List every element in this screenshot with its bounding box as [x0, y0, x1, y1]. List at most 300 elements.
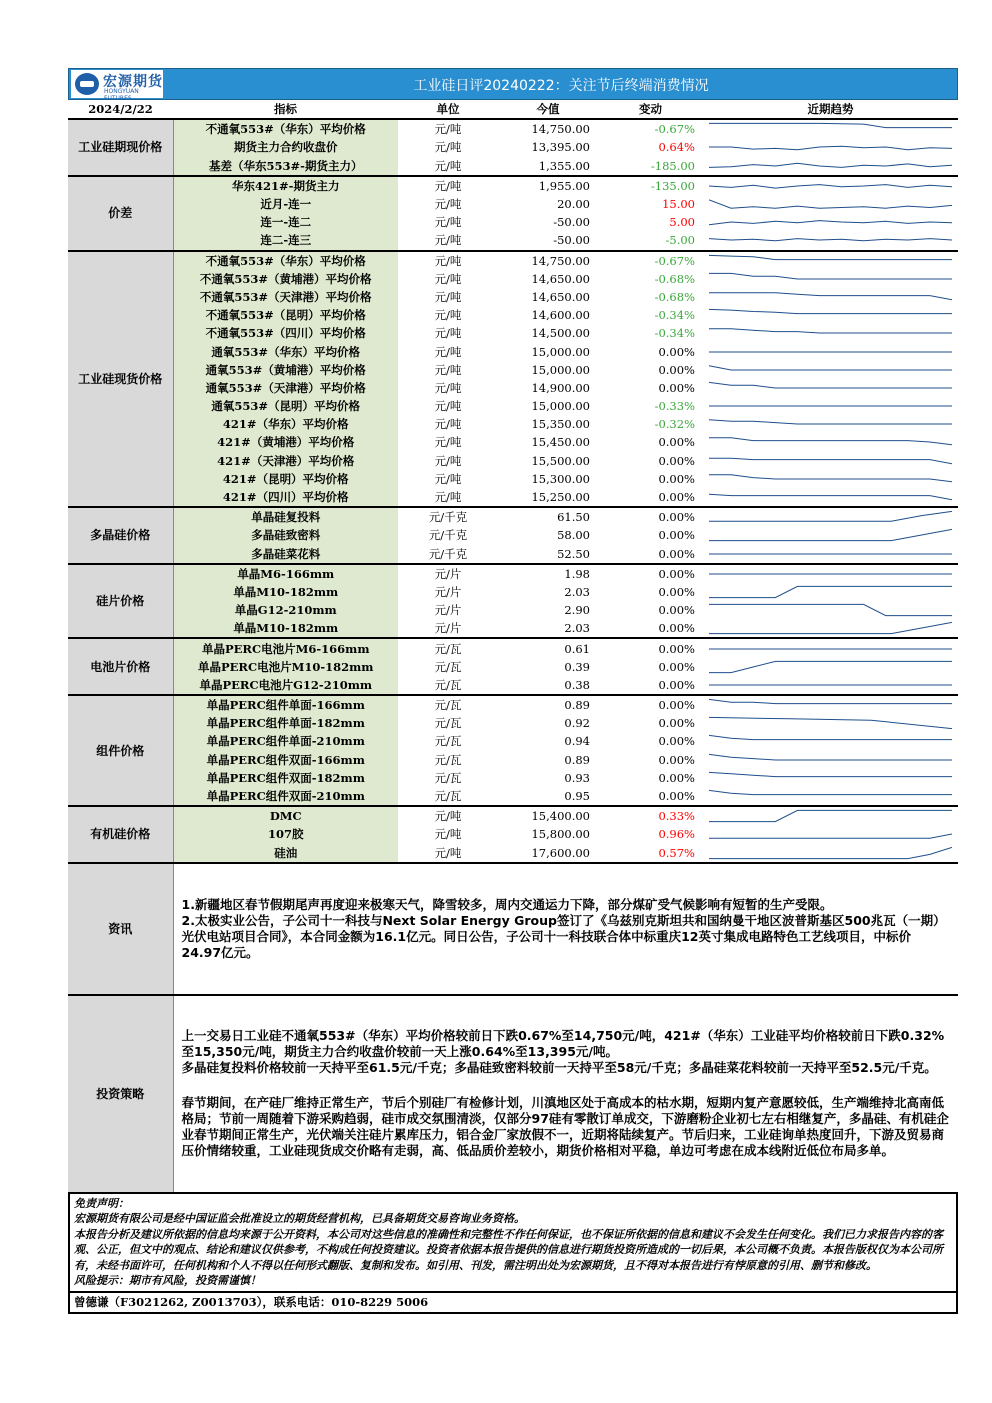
sparkline-line [709, 124, 952, 128]
trend-sparkline [703, 324, 958, 342]
change-cell: -0.33% [654, 399, 695, 414]
value-cell: 1.98 [498, 564, 598, 583]
indicator-name: 通氧553#（天津港）平均价格 [173, 379, 398, 397]
trend-sparkline [703, 564, 958, 583]
table-row [68, 119, 958, 138]
table-row [68, 470, 958, 488]
indicator-name: 单晶硅复投料 [173, 507, 398, 526]
value-cell: 15,500.00 [531, 453, 590, 468]
trend-sparkline [703, 787, 958, 806]
title-bar [68, 68, 958, 100]
sparkline-line [709, 494, 952, 500]
unit-cell: 元/片 [434, 603, 462, 618]
table-row [68, 361, 958, 379]
unit-cell: 元/吨 [434, 845, 462, 860]
change-cell: 0.57% [658, 845, 695, 860]
sparkline-svg [709, 158, 952, 174]
trend-sparkline [703, 157, 958, 176]
sparkline-svg [709, 289, 952, 305]
sparkline-svg [709, 770, 952, 786]
table-row [68, 157, 958, 176]
section-label: 价差 [68, 176, 173, 251]
value-cell: 58.00 [557, 528, 590, 543]
change-cell: -0.34% [654, 308, 695, 323]
sparkline-svg [709, 788, 952, 804]
indicator-name: 不通氧553#（四川）平均价格 [173, 324, 398, 342]
sparkline-svg [709, 344, 952, 360]
table-row [68, 397, 958, 415]
change-cell: 0.00% [658, 362, 695, 377]
disclaimer-line-1: 宏源期货有限公司是经中国证监会批准设立的期货经营机构，已具备期货交易咨询业务资格。 [74, 1212, 525, 1226]
value-cell: 15,000.00 [531, 344, 590, 359]
price-table [68, 100, 958, 862]
value-cell: 0.89 [564, 752, 590, 767]
unit-cell: 元/吨 [398, 251, 498, 270]
table-row [68, 658, 958, 676]
trend-sparkline [703, 526, 958, 544]
header-unit: 单位 [398, 100, 498, 119]
disclaimer-title: 免责声明： [74, 1196, 129, 1210]
unit-cell: 元/吨 [434, 399, 462, 414]
change-cell: 0.00% [658, 471, 695, 486]
value-cell: 14,500.00 [531, 326, 590, 341]
indicator-name: 单晶M10-182mm [173, 583, 398, 601]
sparkline-line [709, 221, 952, 225]
value-cell: 15,450.00 [531, 435, 590, 450]
table-row [68, 251, 958, 270]
sparkline-svg [709, 509, 952, 525]
trend-sparkline [703, 231, 958, 250]
change-cell: 5.00 [669, 215, 695, 230]
indicator-name: 421#（天津港）平均价格 [173, 452, 398, 470]
value-cell: 17,600.00 [531, 845, 590, 860]
sparkline-svg [709, 566, 952, 582]
indicator-name: 通氧553#（昆明）平均价格 [173, 397, 398, 415]
change-cell: 0.00% [658, 789, 695, 804]
change-cell: 0.00% [658, 546, 695, 561]
sparkline-svg [709, 546, 952, 562]
value-cell: 0.89 [498, 695, 598, 714]
indicator-name: 421#（华东）平均价格 [173, 415, 398, 433]
table-row [68, 619, 958, 638]
sparkline-line [709, 790, 952, 794]
trend-sparkline [703, 638, 958, 657]
report [68, 68, 958, 1314]
sparkline-line [709, 147, 952, 151]
indicator-name: 单晶PERC组件双面-210mm [173, 787, 398, 806]
sparkline-svg [709, 471, 952, 487]
indicator-name: 107胶 [173, 825, 398, 843]
unit-cell: 元/千克 [428, 546, 468, 561]
change-cell: -0.68% [654, 271, 695, 286]
change-cell: 0.00% [598, 695, 703, 714]
table-row [68, 195, 958, 213]
table-row [68, 638, 958, 657]
sparkline-svg [709, 808, 952, 824]
table-row [68, 583, 958, 601]
table-row [68, 433, 958, 451]
sparkline-line [709, 200, 952, 208]
sparkline-svg [709, 697, 952, 713]
change-cell: -0.32% [654, 417, 695, 432]
unit-cell: 元/瓦 [434, 716, 462, 731]
change-cell: 0.00% [658, 770, 695, 785]
change-cell: 0.00% [598, 564, 703, 583]
unit-cell: 元/吨 [434, 435, 462, 450]
header-trend: 近期趋势 [703, 100, 958, 119]
table-row [68, 732, 958, 750]
sparkline-line [709, 329, 952, 333]
change-cell: -135.00 [598, 176, 703, 195]
table-row [68, 306, 958, 324]
table-row [68, 342, 958, 360]
unit-cell: 元/瓦 [434, 677, 462, 692]
sparkline-svg [709, 232, 952, 248]
indicator-name: 基差（华东553#-期货主力） [173, 157, 398, 176]
section-label: 组件价格 [68, 695, 173, 806]
table-row [68, 379, 958, 397]
change-cell: 0.00% [658, 380, 695, 395]
table-header [68, 100, 958, 119]
value-cell: 2.03 [564, 584, 590, 599]
indicator-name: 不通氧553#（华东）平均价格 [173, 251, 398, 270]
section-label: 多晶硅价格 [68, 507, 173, 564]
strategy-para-3: 春节期间，在产硅厂维持正常生产，节后个别硅厂有检修计划，川滇地区处于高成本的枯水期，短期内复产意愿较低，生产端维持北高南低格局；节前一周随着下游采购趋弱，硅市成交氛围清淡，仅部分97硅有零散订单成交，下游磨粉企业初七左右相继复产，多晶硅、有机硅企业春节期间正常生产，光伏端关注硅片累库压力，铝合金厂家放假不一，近期将陆续复产。节后归来，工业硅询单热度回升，下游及贸易商压价情绪较重，工业硅现货成交价略有走弱，高、低品质价差较小，期货价格相对平稳，单边可考虑在成本线附近低位布局多单。 [181, 1095, 949, 1159]
sparkline-line [709, 273, 952, 279]
value-cell: 0.39 [564, 659, 590, 674]
indicator-name: 单晶PERC组件双面-182mm [173, 769, 398, 787]
sparkline-svg [709, 416, 952, 432]
sparkline-line [709, 605, 952, 616]
change-cell: 0.00% [658, 677, 695, 692]
change-cell: 0.00% [658, 603, 695, 618]
unit-cell: 元/千克 [398, 507, 498, 526]
change-cell: 0.00% [658, 734, 695, 749]
sparkline-line [709, 163, 952, 167]
change-cell: 0.00% [658, 659, 695, 674]
trend-sparkline [703, 658, 958, 676]
table-row [68, 288, 958, 306]
value-cell: -50.00 [553, 215, 590, 230]
unit-cell: 元/吨 [434, 490, 462, 505]
trend-sparkline [703, 361, 958, 379]
sparkline-svg [709, 434, 952, 450]
trend-sparkline [703, 601, 958, 619]
table-row [68, 176, 958, 195]
indicator-name: 单晶PERC组件单面-210mm [173, 732, 398, 750]
strategy-para-1: 上一交易日工业硅不通氧553#（华东）平均价格较前日下跌0.67%至14,750元/吨，421#（华东）工业硅平均价格较前日下跌0.32%至15,350元/吨，期货主力合约收盘价较前一天上涨0.64%至13,395元/吨。 [181, 1028, 945, 1060]
news-body [173, 863, 958, 995]
trend-sparkline [703, 619, 958, 638]
value-cell: 15,000.00 [531, 399, 590, 414]
sparkline-line [709, 754, 952, 760]
value-cell: 15,300.00 [531, 471, 590, 486]
value-cell: 14,650.00 [531, 271, 590, 286]
sparkline-svg [709, 325, 952, 341]
indicator-name: 不通氧553#（昆明）平均价格 [173, 306, 398, 324]
indicator-name: 单晶PERC组件双面-166mm [173, 751, 398, 769]
logo-english-name: HONGYUAN FUTURES [104, 88, 139, 102]
header-change: 变动 [598, 100, 703, 119]
indicator-name: 单晶PERC组件单面-182mm [173, 714, 398, 732]
value-cell: 2.03 [564, 621, 590, 636]
sparkline-svg [709, 121, 952, 137]
sparkline-line [709, 184, 952, 188]
change-cell: 0.64% [658, 140, 695, 155]
indicator-name: 单晶PERC电池片G12-210mm [173, 676, 398, 695]
trend-sparkline [703, 433, 958, 451]
sparkline-line [709, 420, 952, 424]
change-cell: -185.00 [650, 158, 695, 173]
sparkline-svg [709, 139, 952, 155]
unit-cell: 元/瓦 [398, 695, 498, 714]
trend-sparkline [703, 119, 958, 138]
change-cell: 0.00% [598, 638, 703, 657]
indicator-name: 不通氧553#（黄埔港）平均价格 [173, 270, 398, 288]
sparkline-svg [709, 845, 952, 861]
company-logo [71, 70, 163, 102]
value-cell: 61.50 [498, 507, 598, 526]
table-row [68, 545, 958, 564]
disclaimer [68, 1192, 958, 1293]
trend-sparkline [703, 397, 958, 415]
trend-sparkline [703, 806, 958, 825]
value-cell: 0.95 [564, 789, 590, 804]
unit-cell: 元/吨 [434, 344, 462, 359]
indicator-name: 不通氧553#（华东）平均价格 [173, 119, 398, 138]
change-cell: 0.00% [658, 528, 695, 543]
unit-cell: 元/瓦 [398, 638, 498, 657]
change-cell: 0.00% [658, 621, 695, 636]
trend-sparkline [703, 138, 958, 156]
table-row [68, 270, 958, 288]
indicator-name: DMC [173, 806, 398, 825]
table-row [68, 564, 958, 583]
unit-cell: 元/吨 [434, 140, 462, 155]
change-cell: -0.67% [598, 119, 703, 138]
trend-sparkline [703, 676, 958, 695]
value-cell: 52.50 [557, 546, 590, 561]
table-row [68, 806, 958, 825]
sparkline-svg [709, 677, 952, 693]
unit-cell: 元/吨 [398, 176, 498, 195]
indicator-name: 期货主力合约收盘价 [173, 138, 398, 156]
unit-cell: 元/吨 [434, 215, 462, 230]
change-cell: 0.00% [598, 507, 703, 526]
disclaimer-line-2: 本报告分析及建议所依据的信息均来源于公开资料，本公司对这些信息的准确性和完整性不作任何保证，也不保证所依据的信息和建议不会发生任何变化。我们已力求报告内容的客观、公正，但文中的观点、结论和建议仅供参考，不构成任何投资建议。投资者依据本报告提供的信息进行期货投资所造成的一切后果，本公司概不负责。本报告版权仅为本公司所有，未经书面许可，任何机构和个人不得以任何形式翻版、复制和发布。如引用、刊发，需注明出处为宏源期货，且不得对本报告进行有悖原意的引用、删节和修改。 [74, 1227, 943, 1272]
sparkline-svg [709, 826, 952, 842]
value-cell: 13,395.00 [531, 140, 590, 155]
indicator-name: 通氧553#（黄埔港）平均价格 [173, 361, 398, 379]
change-cell: -0.67% [598, 251, 703, 270]
table-row [68, 488, 958, 507]
indicator-name: 单晶PERC电池片M10-182mm [173, 658, 398, 676]
sparkline-line [709, 366, 952, 370]
change-cell: 0.96% [658, 827, 695, 842]
table-row [68, 844, 958, 862]
sparkline-svg [709, 380, 952, 396]
value-cell: 14,600.00 [531, 308, 590, 323]
unit-cell: 元/吨 [434, 289, 462, 304]
change-cell: 0.00% [658, 453, 695, 468]
news-item-1: 1.新疆地区春节假期尾声再度迎来极寒天气，降雪较多，周内交通运力下降，部分煤矿受气候影响有短暂的生产受限。 [181, 896, 833, 912]
sparkline-line [709, 512, 952, 522]
trend-sparkline [703, 470, 958, 488]
indicator-name: 多晶硅致密料 [173, 526, 398, 544]
trend-sparkline [703, 825, 958, 843]
table-row [68, 231, 958, 250]
sparkline-svg [709, 489, 952, 505]
value-cell: 0.93 [564, 770, 590, 785]
unit-cell: 元/吨 [434, 471, 462, 486]
sparkline-line [709, 310, 952, 314]
strategy-body [173, 995, 958, 1192]
sparkline-svg [709, 715, 952, 731]
unit-cell: 元/吨 [434, 197, 462, 212]
unit-cell: 元/吨 [434, 362, 462, 377]
table-row [68, 751, 958, 769]
table-row [68, 787, 958, 806]
table-row [68, 714, 958, 732]
sparkline-line [709, 586, 952, 597]
table-row [68, 213, 958, 231]
table-row [68, 676, 958, 695]
indicator-name: 单晶M10-182mm [173, 619, 398, 638]
sparkline-line [709, 736, 952, 740]
value-cell: 14,750.00 [498, 119, 598, 138]
sparkline-svg [709, 307, 952, 323]
value-cell: 1,355.00 [538, 158, 590, 173]
sparkline-line [709, 382, 952, 388]
trend-sparkline [703, 695, 958, 714]
sparkline-svg [709, 178, 952, 194]
trend-sparkline [703, 488, 958, 507]
unit-cell: 元/吨 [434, 233, 462, 248]
value-cell: 1,955.00 [498, 176, 598, 195]
table-row [68, 526, 958, 544]
table-row [68, 324, 958, 342]
indicator-name: 连二-连三 [173, 231, 398, 250]
section-label: 工业硅现货价格 [68, 251, 173, 508]
indicator-name: 多晶硅菜花料 [173, 545, 398, 564]
indicator-name: 华东421#-期货主力 [173, 176, 398, 195]
unit-cell: 元/瓦 [434, 659, 462, 674]
change-cell: -0.34% [654, 326, 695, 341]
section-label: 电池片价格 [68, 638, 173, 695]
sparkline-line [709, 699, 952, 703]
section-label: 有机硅价格 [68, 806, 173, 862]
trend-sparkline [703, 844, 958, 862]
sparkline-line [709, 458, 952, 464]
section-label: 工业硅期现价格 [68, 119, 173, 176]
sparkline-line [709, 438, 952, 445]
trend-sparkline [703, 270, 958, 288]
change-cell: 15.00 [662, 197, 695, 212]
indicator-name: 硅油 [173, 844, 398, 862]
sparkline-svg [709, 527, 952, 543]
trend-sparkline [703, 415, 958, 433]
unit-cell: 元/吨 [434, 326, 462, 341]
sparkline-svg [709, 659, 952, 675]
sparkline-svg [709, 602, 952, 618]
value-cell: 20.00 [557, 197, 590, 212]
unit-cell: 元/吨 [434, 417, 462, 432]
value-cell: 2.90 [564, 603, 590, 618]
value-cell: 0.92 [564, 716, 590, 731]
sparkline-line [709, 623, 952, 634]
strategy-section [68, 995, 958, 1192]
table-row [68, 138, 958, 156]
unit-cell: 元/吨 [398, 806, 498, 825]
trend-sparkline [703, 306, 958, 324]
header-indicator: 指标 [173, 100, 398, 119]
sparkline-line [709, 530, 952, 541]
unit-cell: 元/吨 [434, 308, 462, 323]
trend-sparkline [703, 714, 958, 732]
unit-cell: 元/片 [398, 564, 498, 583]
value-cell: 15,000.00 [531, 362, 590, 377]
value-cell: 14,750.00 [498, 251, 598, 270]
sparkline-line [709, 834, 952, 838]
sparkline-line [709, 239, 952, 241]
change-cell: 0.00% [658, 716, 695, 731]
indicator-name: 单晶M6-166mm [173, 564, 398, 583]
unit-cell: 元/瓦 [434, 752, 462, 767]
report-date: 2024/2/22 [68, 100, 173, 119]
trend-sparkline [703, 195, 958, 213]
sparkline-svg [709, 362, 952, 378]
trend-sparkline [703, 769, 958, 787]
change-cell: 0.00% [658, 435, 695, 450]
table-row [68, 415, 958, 433]
trend-sparkline [703, 176, 958, 195]
trend-sparkline [703, 545, 958, 564]
unit-cell: 元/吨 [434, 827, 462, 842]
section-label: 硅片价格 [68, 564, 173, 639]
value-cell: 0.38 [564, 677, 590, 692]
table-row [68, 769, 958, 787]
value-cell: 14,650.00 [531, 289, 590, 304]
indicator-name: 421#（四川）平均价格 [173, 488, 398, 507]
sparkline-svg [709, 253, 952, 269]
table-row [68, 507, 958, 526]
logo-name: 宏源期货 [103, 74, 163, 90]
unit-cell: 元/吨 [434, 271, 462, 286]
change-cell: 0.00% [658, 752, 695, 767]
value-cell: 0.61 [498, 638, 598, 657]
unit-cell: 元/片 [434, 621, 462, 636]
unit-cell: 元/吨 [398, 119, 498, 138]
sparkline-line [709, 718, 952, 729]
sparkline-line [709, 293, 952, 300]
disclaimer-line-3: 风险提示：期市有风险，投资需谨慎！ [74, 1274, 261, 1288]
trend-sparkline [703, 251, 958, 270]
indicator-name: 421#（昆明）平均价格 [173, 470, 398, 488]
table-row [68, 695, 958, 714]
indicator-name: 421#（黄埔港）平均价格 [173, 433, 398, 451]
trend-sparkline [703, 379, 958, 397]
sparkline-svg [709, 453, 952, 469]
sparkline-svg [709, 641, 952, 657]
sparkline-svg [709, 271, 952, 287]
unit-cell: 元/吨 [434, 158, 462, 173]
strategy-label: 投资策略 [68, 995, 173, 1192]
unit-cell: 元/千克 [428, 528, 468, 543]
sparkline-line [709, 772, 952, 776]
trend-sparkline [703, 751, 958, 769]
trend-sparkline [703, 213, 958, 231]
value-cell: 15,800.00 [531, 827, 590, 842]
